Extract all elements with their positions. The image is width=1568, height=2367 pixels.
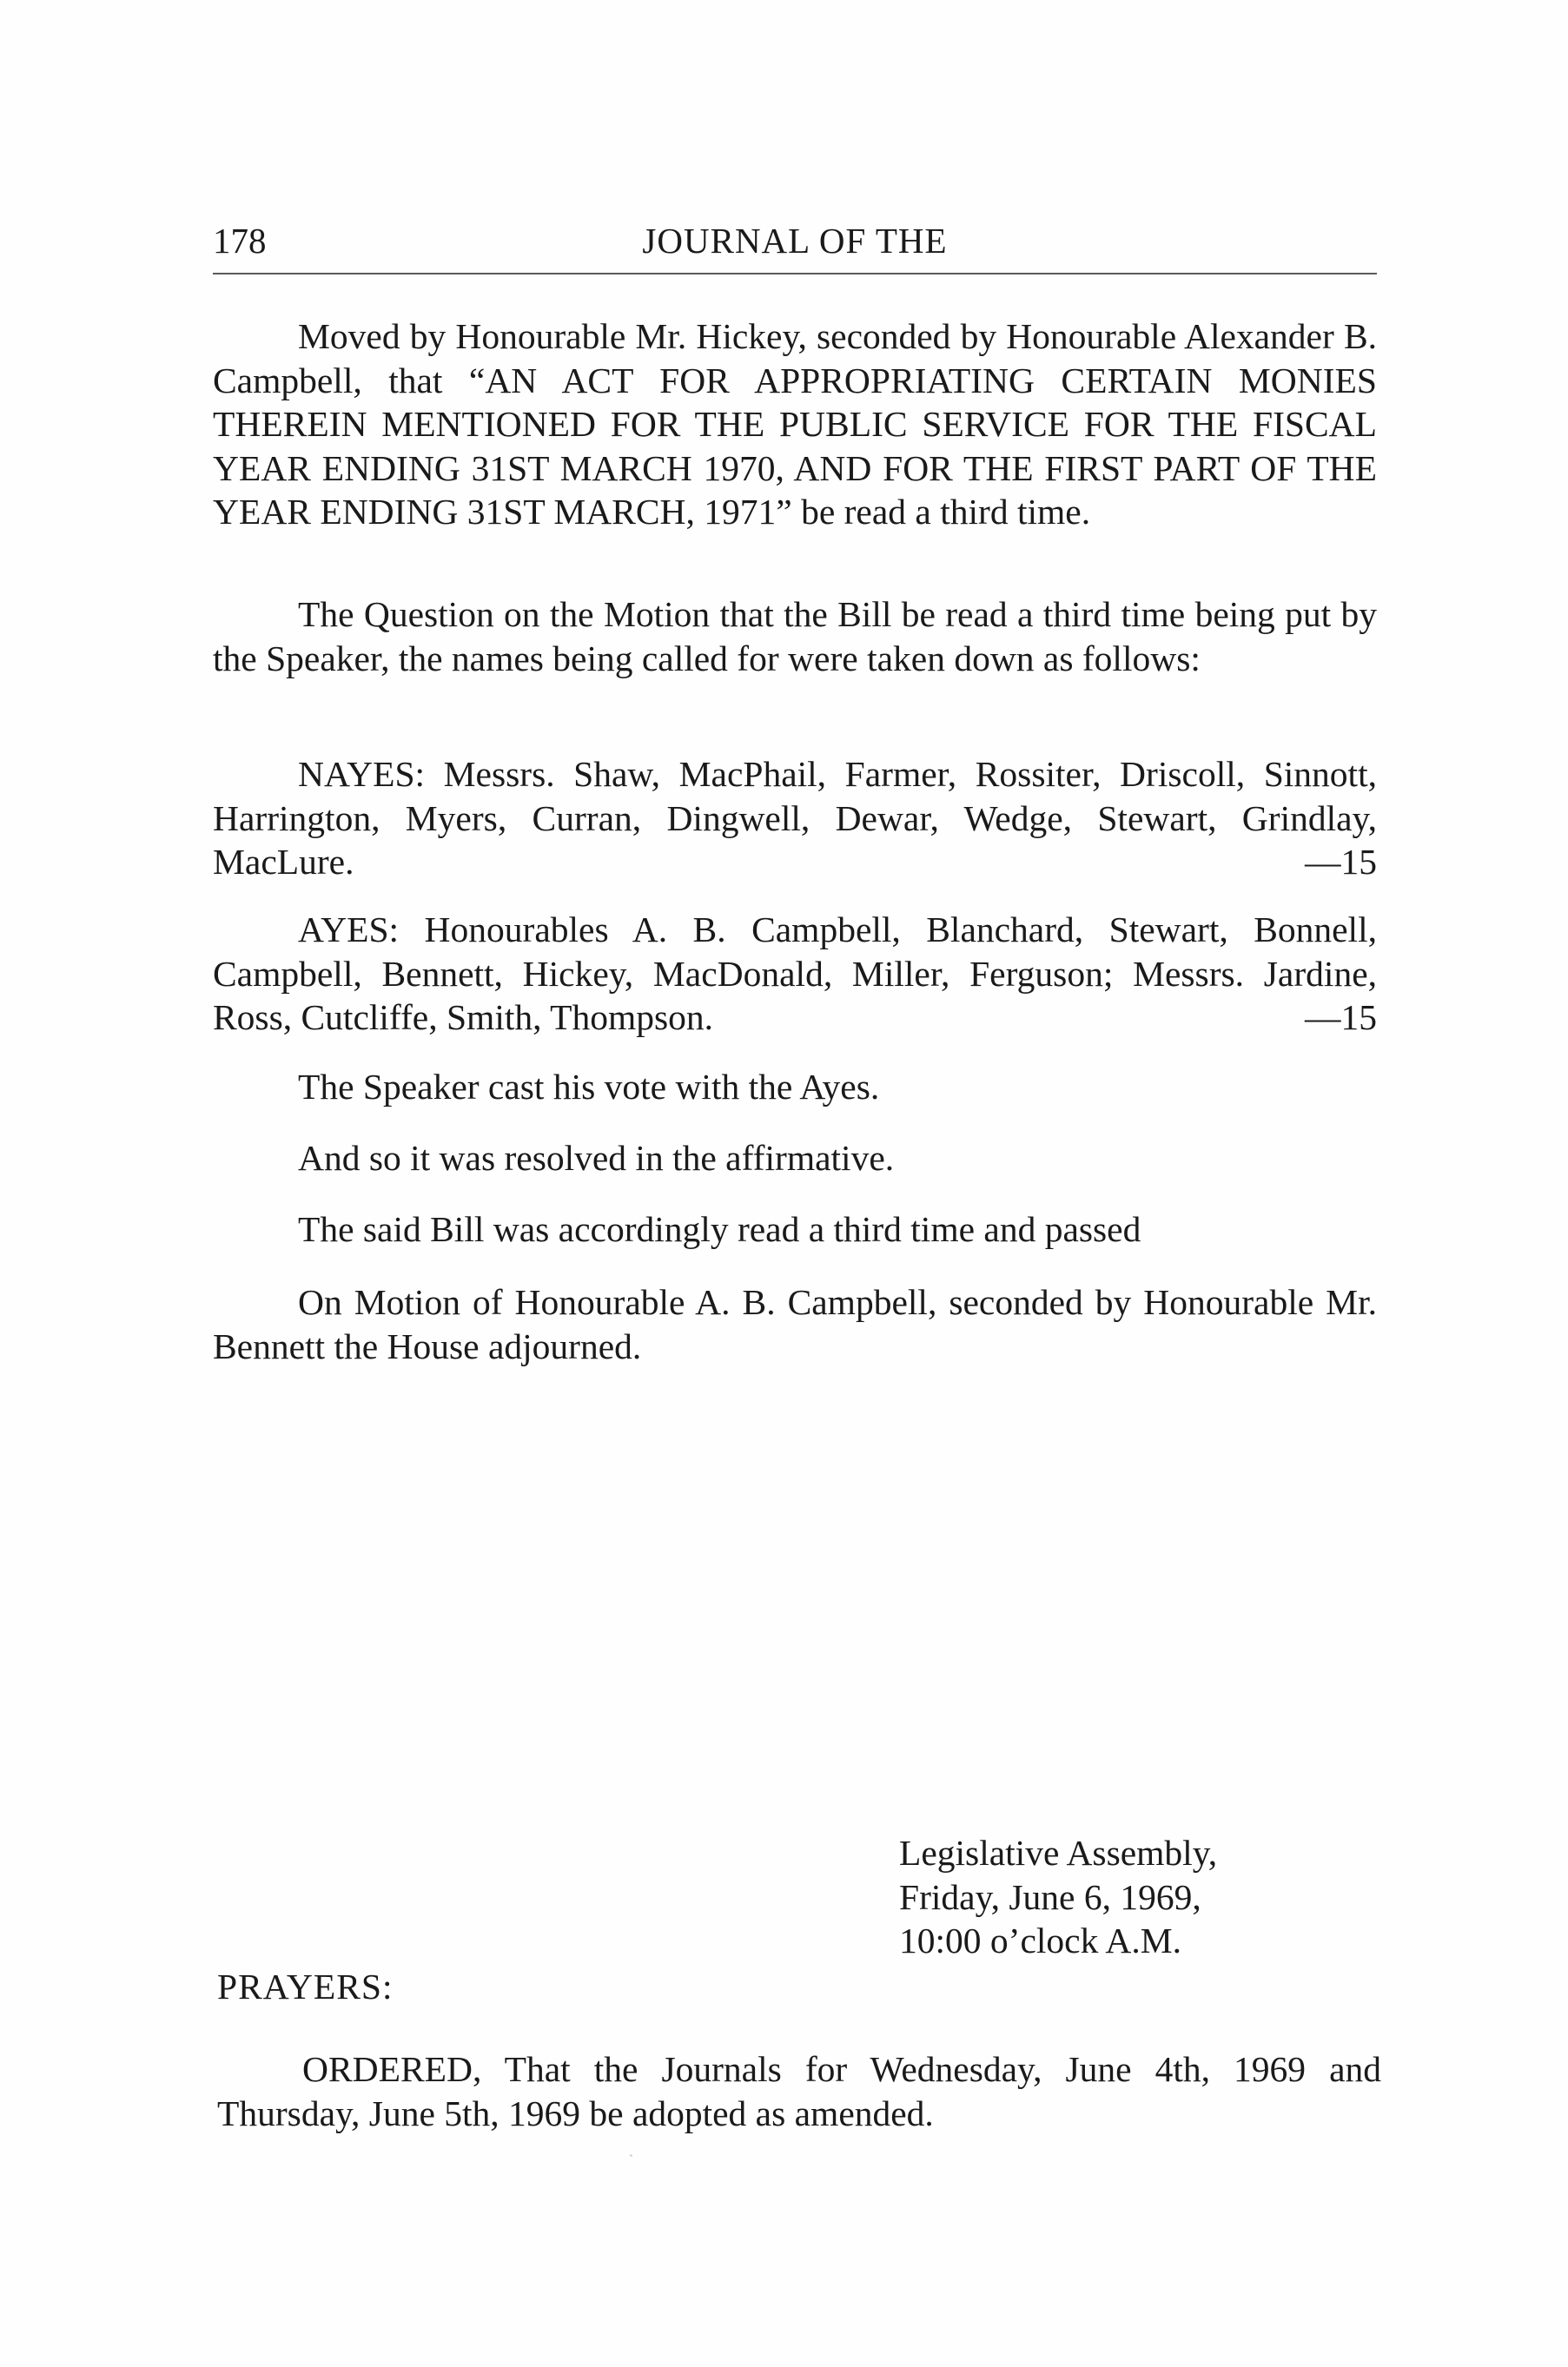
prayers-heading: PRAYERS: xyxy=(217,1967,394,2007)
page-header xyxy=(213,219,1377,274)
question-put-paragraph: The Question on the Motion that the Bill be read a third time being put by the Speaker, the names being called for were taken down as follows: xyxy=(213,594,1377,678)
sitting-heading xyxy=(899,1831,1217,1963)
print-speck xyxy=(630,2154,632,2157)
ordered-paragraph: ORDERED, That the Journals for Wednesday, June 4th, 1969 and Thursday, June 5th, 1969 be adopted as amended. xyxy=(217,2049,1381,2133)
nayes-list: NAYES: Messrs. Shaw, MacPhail, Farmer, Rossiter, Driscoll, Sinnott, Harrington, Myers, Curran, Dingwell, Dewar, Wedge, Stewart, Grindlay, MacLure. xyxy=(213,754,1377,882)
nayes-tally: —15 xyxy=(1305,842,1377,882)
running-title: JOURNAL OF THE xyxy=(642,221,948,261)
resolved-paragraph: And so it was resolved in the affirmative. xyxy=(298,1138,895,1178)
time-line: 10:00 o’clock A.M. xyxy=(899,1921,1182,1960)
adjourned-paragraph: On Motion of Honourable A. B. Campbell, seconded by Honourable Mr. Bennett the House adjourned. xyxy=(213,1282,1377,1366)
speaker-vote-paragraph: The Speaker cast his vote with the Ayes. xyxy=(298,1067,880,1107)
date-line: Friday, June 6, 1969, xyxy=(899,1876,1201,1917)
nayes-paragraph xyxy=(213,752,1377,884)
ayes-tally: —15 xyxy=(1305,997,1377,1037)
ayes-list: AYES: Honourables A. B. Campbell, Blanchard, Stewart, Bonnell, Campbell, Bennett, Hickey, MacDonald, Miller, Ferguson; Messrs. Jardine, Ross, Cutcliffe, Smith, Thompson. xyxy=(213,909,1377,1037)
assembly-line: Legislative Assembly, xyxy=(899,1833,1218,1873)
motion-third-reading-paragraph: Moved by Honourable Mr. Hickey, seconded by Honourable Alexander B. Campbell, that “AN ACT FOR APPROPRIATING CERTAIN MONIES THEREIN MENTIONED FOR THE PUBLIC SERVICE FOR THE FISCAL YEAR ENDING 31ST MARCH 1970, AND FOR THE FIRST PART OF THE YEAR ENDING 31ST MARCH, 1971” be read a third time. xyxy=(213,316,1377,532)
ayes-paragraph xyxy=(213,908,1377,1040)
page-number: 178 xyxy=(213,221,267,261)
bill-passed-paragraph: The said Bill was accordingly read a third time and passed xyxy=(298,1209,1141,1249)
